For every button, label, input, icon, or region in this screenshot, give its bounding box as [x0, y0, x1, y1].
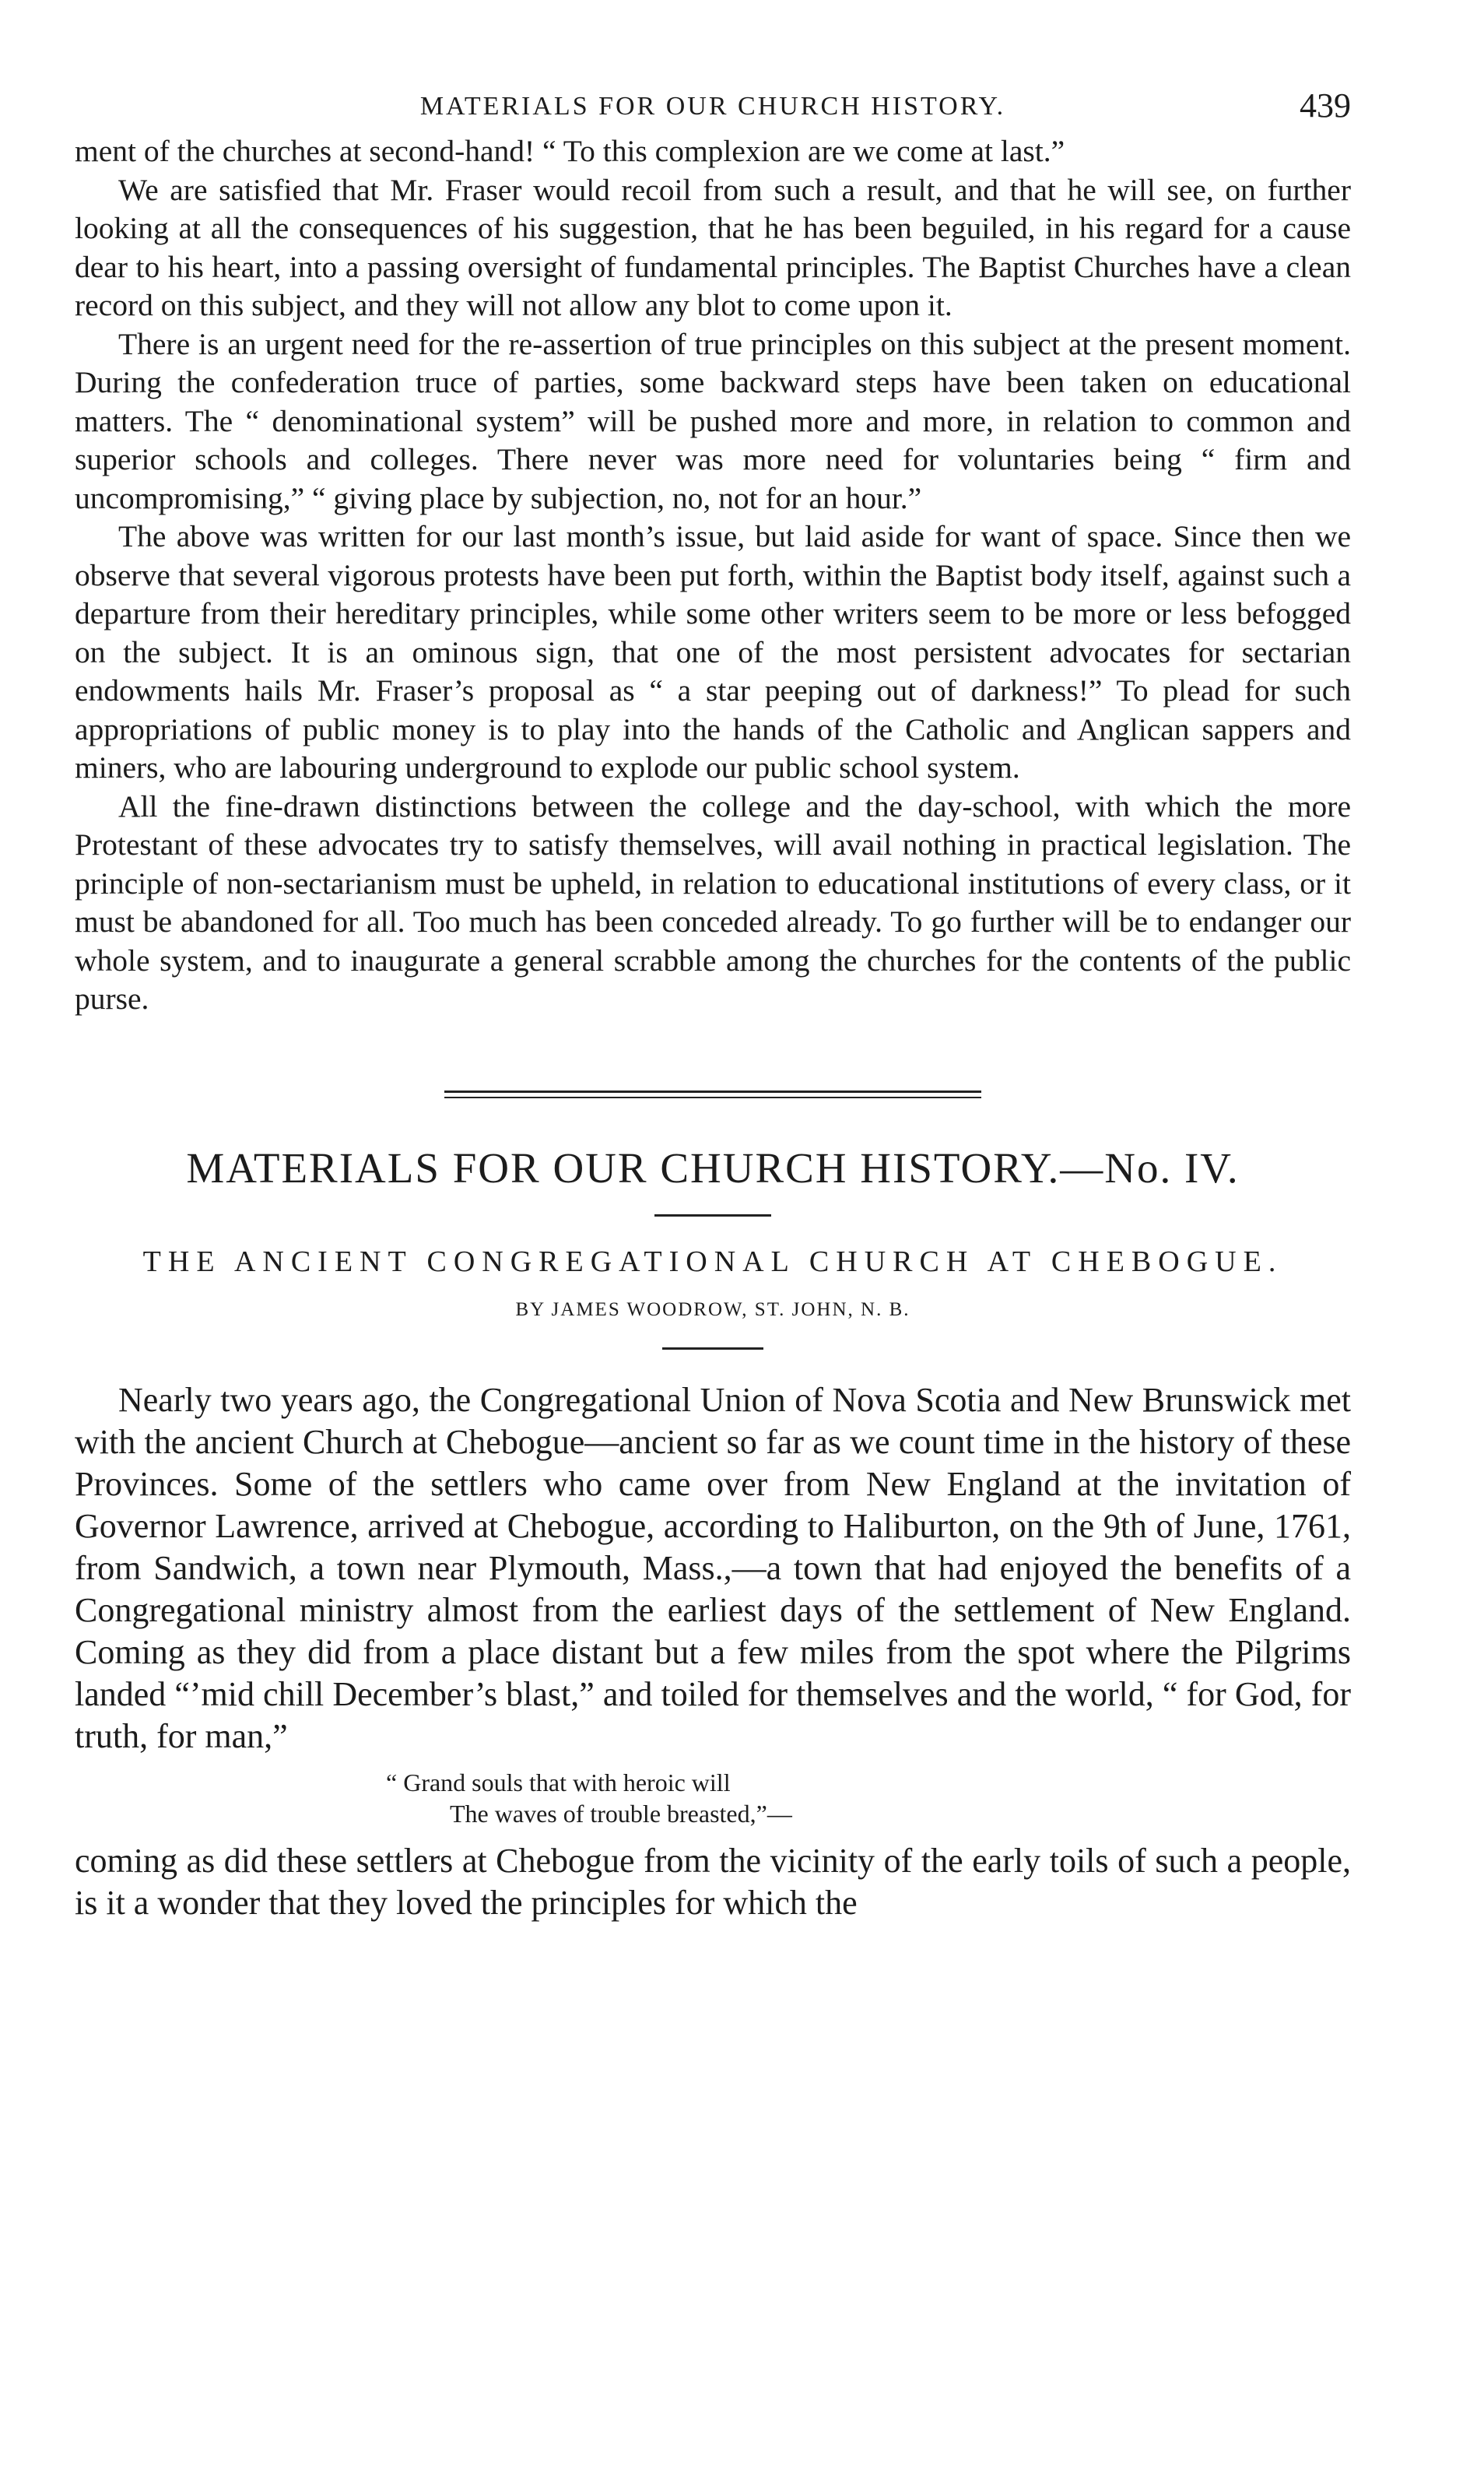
article-body — [75, 1379, 1351, 1924]
paragraph: ment of the churches at second-hand! “ To this complexion are we come at last.” — [75, 134, 1065, 168]
running-title: MATERIALS FOR OUR CHURCH HISTORY. — [419, 92, 1006, 121]
continued-article — [75, 132, 1351, 1019]
paragraph: There is an urgent need for the re-assertion of true principles on this subject at the present moment. During the confederation truce of parties, some backward steps have been taken on educational matters. The “ denominational system” will be pushed more and more, in relation to common and superior schools and colleges. There never was more need for voluntaries being “ firm and uncompromising,” “ giving place by subjection, no, not for an hour.” — [75, 326, 1351, 515]
title-rule — [654, 1214, 771, 1217]
byline-rule — [662, 1347, 763, 1350]
byline: BY JAMES WOODROW, ST. JOHN, N. B. — [515, 1298, 910, 1320]
paragraph: Nearly two years ago, the Congregational Union of Nova Scotia and New Brunswick met with the ancient Church at Chebogue—ancient so far as we count time in the history of these Provinces. Some of the settlers who came over from New England at the invitation of Governor Lawrence, arrived at Chebogue, according to Haliburton, on the 9th of June, 1761, from Sandwich, a town near Plymouth, Mass.,—a town that had enjoyed the benefits of a Congregational ministry almost from the earliest days of the settlement of New England. Coming as they did from a place distant but a few miles from the spot where the Pilgrims landed “’mid chill December’s blast,” and toiled for themselves and the world, “ for God, for truth, for man,” — [75, 1380, 1351, 1755]
paragraph: All the fine-drawn distinctions between the college and the day-school, with which the more Protestant of these advocates try to satisfy themselves, will avail nothing in practical legislation. The principle of non-sectarianism must be upheld, in relation to educational institutions of every class, or it must be abandoned for all. Too much has been conceded already. To go further will be to endanger our whole system, and to inaugurate a general scrabble among the churches for the contents of the public purse. — [75, 788, 1351, 1016]
page-number: 439 — [1300, 86, 1351, 125]
paragraph: The above was written for our last month’s issue, but laid aside for want of space. Since then we observe that several vigorous protests have been put forth, within the Baptist body itself, against such a departure from their hereditary principles, while some other writers seem to be more or less befogged on the subject. It is an ominous sign, that one of the most persistent advocates for sectarian endowments hails Mr. Fraser’s proposal as “ a star peeping out of darkness!” To plead for such appropriations of public money is to play into the hands of the Catholic and Anglican sappers and miners, who are labouring underground to explode our public school system. — [75, 519, 1351, 785]
paragraph: We are satisfied that Mr. Fraser would recoil from such a result, and that he will see, on further looking at all the consequences of his suggestion, that he has been beguiled, in his regard for a cause dear to his heart, into a passing oversight of fundamental principles. The Baptist Churches have a clean record on this subject, and they will not allow any blot to come upon it. — [75, 172, 1351, 322]
page — [75, 86, 1351, 1924]
verse-quote — [75, 1767, 1351, 1829]
running-head — [75, 86, 1351, 132]
quote-line: The waves of trouble breasted,”— — [450, 1799, 792, 1828]
article-title: MATERIALS FOR OUR CHURCH HISTORY.—No. IV. — [186, 1143, 1240, 1192]
article-subtitle: THE ANCIENT CONGREGATIONAL CHURCH AT CHEBOGUE. — [142, 1245, 1283, 1278]
section-divider — [444, 1091, 981, 1098]
paragraph: coming as did these settlers at Chebogue from the vicinity of the early toils of such a people, is it a wonder that they loved the principles for which the — [75, 1841, 1351, 1922]
quote-line: “ Grand souls that with heroic will — [386, 1768, 731, 1796]
